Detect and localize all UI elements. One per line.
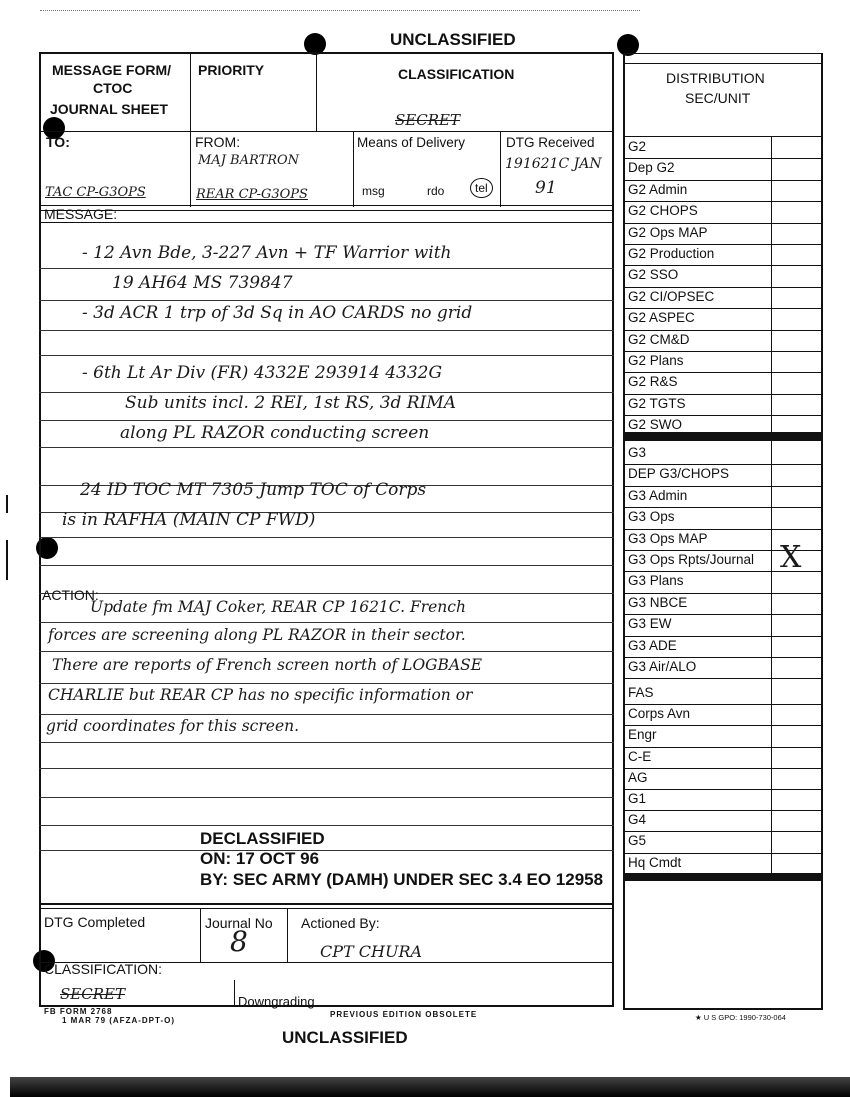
means-rdo: rdo (427, 184, 445, 198)
message-line: - 12 Avn Bde, 3-227 Avn + TF Warrior with (82, 243, 452, 263)
distribution-row: G2 SWO (628, 417, 683, 433)
distribution-check-mark: X (780, 540, 802, 575)
form-title: MESSAGE FORM/ (52, 62, 172, 78)
message-line: - 3d ACR 1 trp of 3d Sq in AO CARDS no grid (82, 303, 473, 323)
ruled-line (39, 355, 614, 356)
dtg-received-year: 91 (535, 178, 557, 198)
journal-no-label: Journal No (205, 915, 273, 931)
distribution-row-divider (625, 747, 821, 748)
distribution-row-divider (625, 725, 821, 726)
distribution-row-divider (625, 394, 821, 395)
distribution-row-divider (625, 223, 821, 224)
action-label: ACTION: (42, 587, 99, 603)
previous-edition-note: PREVIOUS EDITION OBSOLETE (330, 1010, 478, 1019)
distribution-row-divider (625, 831, 821, 832)
from-label: FROM: (195, 134, 241, 150)
from-value-cp: REAR CP-G3OPS (196, 187, 308, 202)
scan-noise-top (40, 10, 640, 13)
distribution-row: G3 Ops Rpts/Journal (628, 552, 755, 567)
message-label: MESSAGE: (44, 206, 118, 222)
distribution-row-divider (625, 372, 821, 373)
bottom-classification-value: SECRET (60, 985, 125, 1003)
means-of-delivery-label: Means of Delivery (357, 135, 466, 150)
distribution-row-divider (625, 768, 821, 769)
ruled-line (39, 714, 614, 715)
distribution-title: DISTRIBUTION (666, 70, 765, 86)
classification-value: SECRET (395, 111, 460, 129)
ruled-line (39, 622, 614, 623)
downgrading-label: Downgrading (238, 994, 315, 1009)
distribution-row: G2 R&S (628, 374, 678, 390)
distribution-row: G3 EW (628, 616, 672, 632)
distribution-row-divider (625, 244, 821, 245)
to-label: TO: (46, 134, 70, 150)
distribution-row: G2 CI/OPSEC (628, 288, 715, 304)
distribution-row-divider (625, 636, 821, 637)
action-line: forces are screening along PL RAZOR in their sector. (48, 626, 466, 644)
distribution-row-divider (625, 853, 821, 854)
distribution-row-divider (625, 678, 821, 679)
distribution-subtitle: SEC/UNIT (685, 90, 751, 106)
form-title-journal: JOURNAL SHEET (50, 101, 168, 117)
action-line: Update fm MAJ Coker, REAR CP 1621C. French (90, 598, 466, 616)
actioned-by-label: Actioned By: (301, 915, 380, 931)
ruled-line (39, 850, 614, 851)
action-line: grid coordinates for this screen. (46, 717, 300, 735)
dtg-received-label: DTG Received (506, 135, 595, 150)
distribution-row: DEP G3/CHOPS (628, 466, 730, 482)
distribution-row: G1 (628, 791, 647, 806)
ruled-line (39, 683, 614, 684)
declassified-authority: BY: SEC ARMY (DAMH) UNDER SEC 3.4 EO 12958 (200, 870, 604, 889)
message-line: is in RAFHA (MAIN CP FWD) (62, 510, 316, 530)
distribution-row: G3 NBCE (628, 594, 688, 610)
actioned-by-value: CPT CHURA (320, 942, 423, 961)
dtg-completed-label: DTG Completed (44, 914, 146, 930)
distribution-row-divider (625, 593, 821, 594)
distribution-row-divider (625, 351, 821, 352)
distribution-row: Engr (628, 727, 657, 743)
distribution-row-divider (625, 308, 821, 309)
gpo-note: ★ U S GPO: 1990-730-064 (695, 1013, 786, 1022)
distribution-row: G2 Ops MAP (628, 224, 708, 240)
distribution-row-divider (625, 810, 821, 811)
distribution-row-divider (625, 789, 821, 790)
distribution-row: G2 TGTS (628, 395, 686, 411)
scan-edge-mark (6, 540, 8, 580)
distribution-row: Hq Cmdt (628, 854, 682, 870)
message-line: 24 ID TOC MT 7305 Jump TOC of Corps (80, 480, 427, 500)
distribution-row-divider (625, 201, 821, 202)
ruled-line (39, 420, 614, 421)
ruled-line (39, 268, 614, 269)
distribution-row-divider (625, 657, 821, 658)
distribution-row: G3 (628, 445, 647, 460)
ruled-line (39, 300, 614, 301)
scan-edge-mark (6, 495, 8, 513)
ruled-line (39, 651, 614, 652)
message-line: - 6th Lt Ar Div (FR) 4332E 293914 4332G (82, 363, 443, 383)
distribution-row: G2 CHOPS (628, 203, 698, 219)
distribution-row-divider (625, 437, 821, 438)
dtg-received-value: 191621C JAN (505, 156, 602, 172)
distribution-row: Dep G2 (628, 160, 675, 176)
distribution-row-divider (625, 180, 821, 181)
ruled-line (39, 742, 614, 743)
distribution-row: C-E (628, 748, 652, 764)
ruled-line (39, 825, 614, 826)
journal-no-value: 8 (230, 925, 248, 958)
ruled-line (39, 537, 614, 538)
message-line: 19 AH64 MS 739847 (112, 273, 293, 293)
distribution-row-divider (625, 287, 821, 288)
message-line: along PL RAZOR conducting screen (120, 423, 430, 443)
distribution-row-divider (625, 330, 821, 331)
distribution-row-divider (625, 158, 821, 159)
distribution-row: G3 Plans (628, 573, 684, 589)
scan-shadow-bottom (10, 1077, 850, 1097)
distribution-row-divider (625, 874, 821, 875)
distribution-row-divider (625, 507, 821, 508)
distribution-row-divider (625, 614, 821, 615)
from-value-name: MAJ BARTRON (198, 153, 300, 168)
ruled-line (39, 330, 614, 331)
distribution-row: AG (628, 769, 648, 785)
message-line: Sub units incl. 2 REI, 1st RS, 3d RIMA (125, 393, 457, 413)
distribution-row-divider (625, 464, 821, 465)
distribution-row-divider (625, 265, 821, 266)
form-number: FB FORM 2768 (44, 1007, 113, 1016)
distribution-row: G2 (628, 139, 647, 154)
distribution-row: G3 ADE (628, 637, 677, 653)
distribution-row-divider (625, 486, 821, 487)
distribution-row: G2 SSO (628, 267, 679, 283)
distribution-row: G2 CM&D (628, 331, 690, 347)
distribution-row: FAS (628, 685, 654, 700)
distribution-row: G2 Plans (628, 353, 684, 368)
declassified-date: ON: 17 OCT 96 (200, 849, 320, 868)
ruled-line (39, 768, 614, 769)
ruled-line (39, 565, 614, 566)
priority-label: PRIORITY (198, 62, 265, 78)
classification-label: CLASSIFICATION (398, 66, 515, 82)
ruled-line (39, 593, 614, 594)
distribution-row-divider (625, 415, 821, 416)
distribution-row: G3 Admin (628, 487, 688, 503)
distribution-row: G2 ASPEC (628, 310, 695, 326)
distribution-row: G3 Air/ALO (628, 659, 697, 674)
declassified-stamp: DECLASSIFIED (200, 829, 325, 848)
distribution-row: G3 Ops MAP (628, 530, 708, 546)
classification-header: UNCLASSIFIED (390, 30, 516, 49)
form-number-date: 1 MAR 79 (AFZA-DPT-O) (62, 1016, 175, 1025)
distribution-row: G2 Admin (628, 181, 688, 197)
distribution-row: Corps Avn (628, 706, 691, 722)
ruled-line (39, 447, 614, 448)
distribution-row-divider (625, 529, 821, 530)
distribution-row-divider (625, 704, 821, 705)
means-tel: tel (470, 178, 493, 198)
form-title-ctoc: CTOC (93, 80, 133, 96)
means-msg: msg (362, 184, 385, 198)
action-line: CHARLIE but REAR CP has no specific information or (48, 686, 473, 704)
distribution-row: G4 (628, 812, 647, 828)
distribution-row: G3 Ops (628, 509, 675, 525)
distribution-row: G5 (628, 833, 647, 849)
ruled-line (39, 797, 614, 798)
to-value: TAC CP-G3OPS (45, 185, 146, 200)
classification-footer: UNCLASSIFIED (282, 1028, 408, 1047)
distribution-row: G2 Production (628, 246, 715, 261)
action-line: There are reports of French screen north of LOGBASE (52, 656, 483, 674)
bottom-classification-label: CLASSIFICATION: (44, 961, 162, 977)
